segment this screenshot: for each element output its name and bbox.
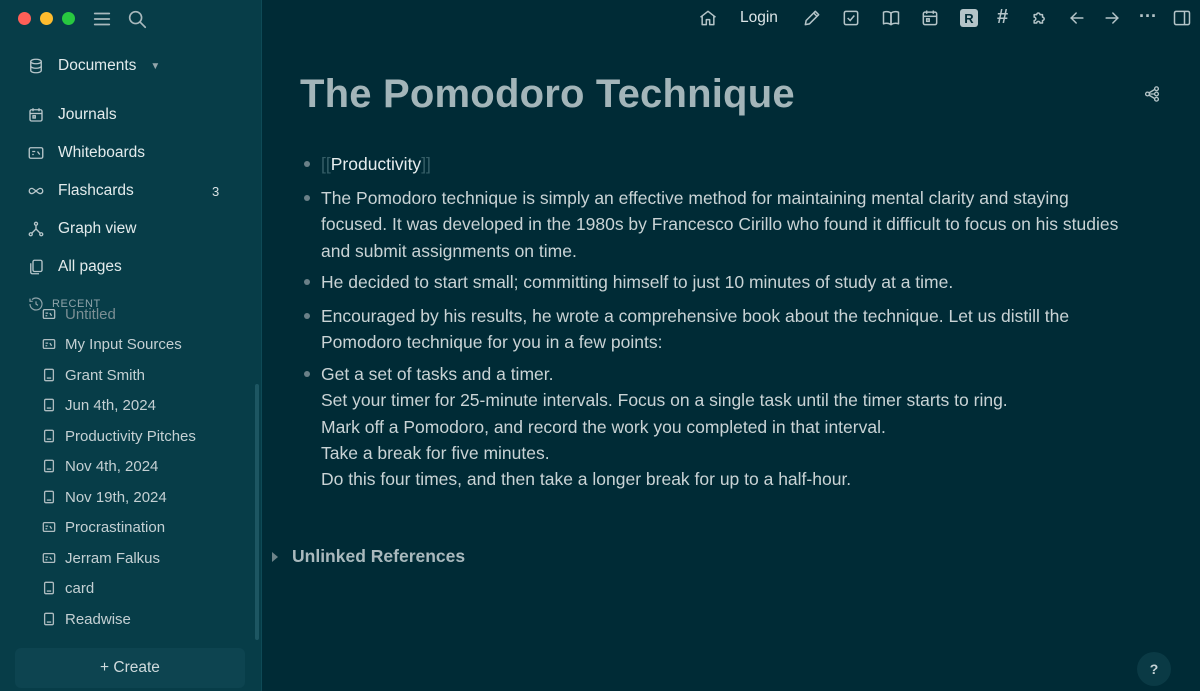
recent-item[interactable] — [42, 425, 196, 447]
caret-right-icon — [272, 552, 278, 562]
recent-item[interactable] — [42, 608, 131, 630]
whiteboard-icon — [42, 307, 56, 321]
database-icon — [26, 56, 46, 76]
recent-item-label: card — [65, 579, 95, 597]
link-bracket-open: [[ — [321, 154, 331, 174]
book-icon[interactable] — [880, 7, 902, 29]
recent-item-label: Jerram Falkus — [65, 549, 161, 567]
page-icon — [42, 398, 56, 412]
whiteboard-icon — [42, 337, 56, 351]
close-window-button[interactable] — [18, 12, 31, 25]
sidebar-item-label: Graph view — [58, 220, 137, 237]
create-button[interactable]: + Create — [15, 648, 245, 688]
page-icon — [42, 459, 56, 473]
step-line: Mark off a Pomodoro, and record the work you completed in that interval. — [321, 416, 886, 437]
bullet[interactable] — [304, 161, 310, 167]
menu-icon[interactable] — [91, 8, 113, 30]
recent-item-label: Productivity Pitches — [65, 427, 196, 445]
step-line: Get a set of tasks and a timer. — [321, 364, 554, 384]
right-sidebar-toggle-icon[interactable] — [1171, 7, 1193, 29]
step-line: Take a break for five minutes. — [321, 442, 550, 463]
flashcards-count-badge: 3 — [212, 184, 220, 199]
recent-item[interactable] — [42, 333, 182, 355]
chevron-down-icon: ▼ — [150, 60, 161, 72]
step-line: Set your timer for 25-minute intervals. Focus on a single task until the timer starts to ring. — [321, 390, 1008, 411]
search-icon[interactable] — [126, 8, 148, 30]
recent-item-label: Jun 4th, 2024 — [65, 396, 156, 414]
link-bracket-close: ]] — [421, 154, 431, 174]
help-button[interactable]: ? — [1137, 652, 1171, 686]
block-tag[interactable] — [304, 151, 1134, 177]
documents-label: Documents — [58, 57, 137, 74]
checkbox-icon[interactable] — [840, 7, 862, 29]
unlinked-references-label: Unlinked References — [292, 546, 466, 566]
sidebar-item-whiteboards[interactable] — [26, 140, 145, 166]
recent-item[interactable] — [42, 577, 94, 599]
maximize-window-button[interactable] — [62, 12, 75, 25]
sidebar-item-graph-view[interactable] — [26, 216, 136, 242]
recent-item[interactable] — [42, 364, 145, 386]
home-icon[interactable] — [697, 7, 719, 29]
step-line: Do this four times, and then take a longer break for up to a half-hour. — [321, 469, 852, 490]
pencil-icon[interactable] — [801, 7, 823, 29]
minimize-window-button[interactable] — [40, 12, 53, 25]
page-icon — [42, 581, 56, 595]
sidebar-item-flashcards[interactable] — [26, 178, 134, 204]
calendar-icon[interactable] — [919, 7, 941, 29]
block[interactable] — [304, 269, 1134, 295]
sidebar-item-all-pages[interactable] — [26, 254, 122, 280]
page-link-productivity[interactable]: Productivity — [330, 154, 422, 174]
recent-item-label: Nov 19th, 2024 — [65, 488, 167, 506]
page-title[interactable]: The Pomodoro Technique — [300, 72, 795, 116]
recent-item[interactable] — [42, 394, 156, 416]
bullet[interactable] — [304, 195, 310, 201]
graph-icon — [26, 219, 46, 239]
block[interactable] — [304, 185, 1134, 264]
recent-label: RECENT — [52, 298, 101, 310]
recent-item-label: My Input Sources — [65, 335, 182, 353]
sidebar-item-label: Flashcards — [58, 182, 134, 199]
block[interactable] — [304, 303, 1134, 356]
recent-item[interactable] — [42, 303, 116, 325]
page-icon — [42, 612, 56, 626]
whiteboard-icon — [42, 551, 56, 565]
sidebar-item-journals[interactable] — [26, 102, 117, 128]
block-text: He decided to start small; committing himself to just 10 minutes of study at a time. — [321, 272, 954, 292]
calendar-icon — [26, 105, 46, 125]
readwise-icon[interactable]: R — [960, 9, 978, 27]
bullet[interactable] — [304, 279, 310, 285]
page-graph-icon[interactable] — [1143, 85, 1161, 103]
block-steps[interactable] — [304, 361, 1134, 492]
sidebar-item-label: Whiteboards — [58, 144, 146, 161]
recent-item[interactable] — [42, 486, 167, 508]
whiteboard-icon — [42, 520, 56, 534]
bullet[interactable] — [304, 371, 310, 377]
pages-icon — [26, 257, 46, 277]
sidebar-item-label: All pages — [58, 258, 122, 275]
page-icon — [42, 429, 56, 443]
arrow-right-icon[interactable] — [1101, 7, 1123, 29]
page-icon — [42, 490, 56, 504]
recent-item[interactable] — [42, 516, 165, 538]
more-icon[interactable]: ··· — [1139, 5, 1157, 26]
block-text: The Pomodoro technique is simply an effective method for maintaining mental clarity and staying focused. It was developed in the 1980s by Francesco Cirillo who found it difficult to focus on his studies and submit assignments on time. — [321, 188, 1119, 261]
sidebar-scrollbar[interactable] — [255, 384, 259, 640]
page-icon — [42, 368, 56, 382]
left-sidebar — [0, 0, 262, 691]
unlinked-references-toggle[interactable] — [272, 546, 465, 567]
tags-icon[interactable]: # — [997, 6, 1009, 28]
recent-item-label: Procrastination — [65, 518, 166, 536]
recent-item-label: Nov 4th, 2024 — [65, 457, 159, 475]
infinity-icon — [26, 181, 46, 201]
recent-item-label: Grant Smith — [65, 366, 146, 384]
login-button[interactable]: Login — [740, 9, 778, 26]
recent-item-label: Untitled — [65, 305, 116, 323]
whiteboard-icon — [26, 143, 46, 163]
recent-item[interactable] — [42, 455, 158, 477]
block-text: Encouraged by his results, he wrote a comprehensive book about the technique. Let us distill the Pomodoro technique for you in a few points: — [321, 306, 1070, 353]
recent-item[interactable] — [42, 547, 160, 569]
recent-item-label: Readwise — [65, 610, 131, 628]
puzzle-icon[interactable] — [1029, 7, 1051, 29]
arrow-left-icon[interactable] — [1066, 7, 1088, 29]
sidebar-item-label: Journals — [58, 106, 117, 123]
documents-selector[interactable] — [26, 53, 160, 79]
window-controls — [18, 12, 75, 25]
bullet[interactable] — [304, 313, 310, 319]
